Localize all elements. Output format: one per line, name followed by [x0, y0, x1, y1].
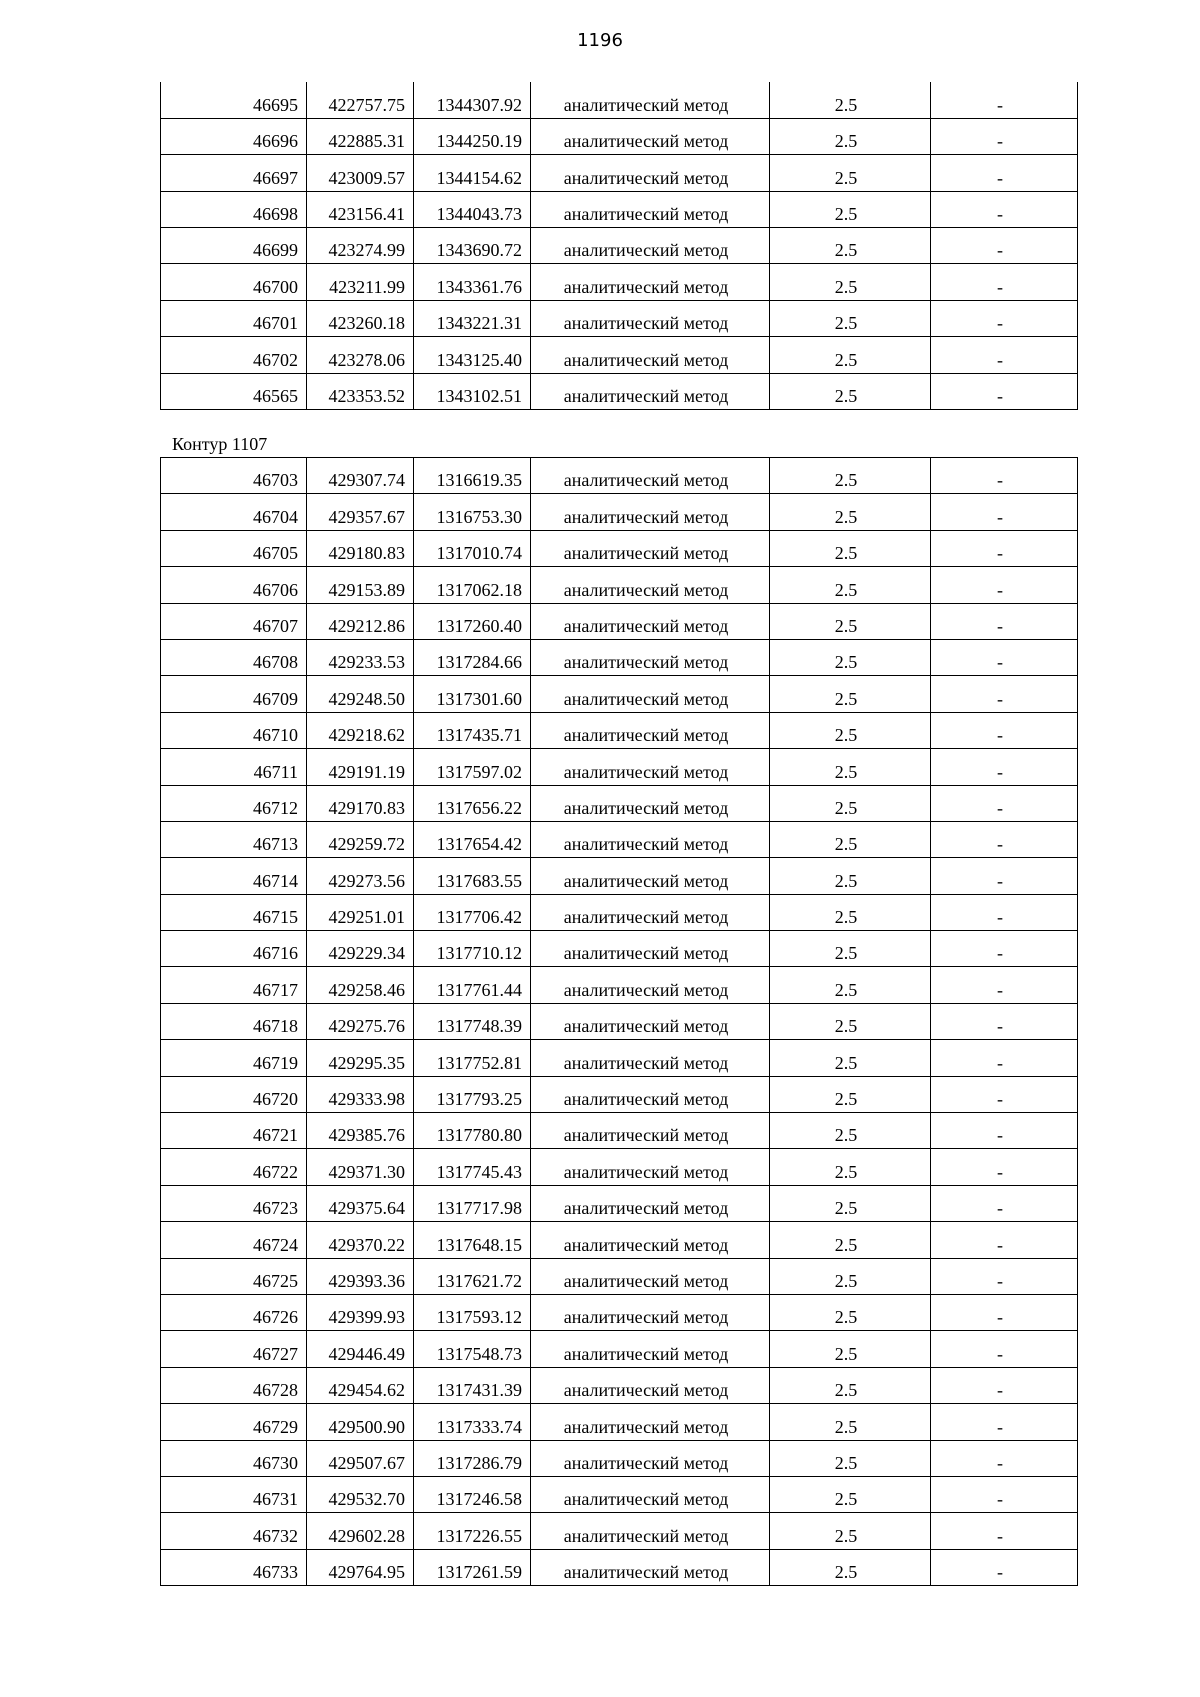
- table-row: [161, 337, 1078, 373]
- cell-note: -: [931, 858, 1078, 894]
- cell-coord-x: 429273.56: [307, 858, 414, 894]
- cell-accuracy: 2.5: [770, 785, 931, 821]
- cell-accuracy: 2.5: [770, 1149, 931, 1185]
- cell-coord-y: 1317761.44: [414, 967, 531, 1003]
- cell-point-number: 46713: [161, 821, 307, 857]
- cell-note: -: [931, 264, 1078, 300]
- cell-accuracy: 2.5: [770, 931, 931, 967]
- cell-coord-y: 1317706.42: [414, 894, 531, 930]
- table-row: [161, 858, 1078, 894]
- cell-coord-y: 1317301.60: [414, 676, 531, 712]
- table-row: [161, 1076, 1078, 1112]
- cell-coord-x: 429275.76: [307, 1003, 414, 1039]
- cell-method: аналитический метод: [531, 494, 770, 530]
- cell-accuracy: 2.5: [770, 1113, 931, 1149]
- cell-coord-x: 429333.98: [307, 1076, 414, 1112]
- cell-accuracy: 2.5: [770, 894, 931, 930]
- table-row: [161, 264, 1078, 300]
- cell-coord-x: 429385.76: [307, 1113, 414, 1149]
- cell-point-number: 46706: [161, 567, 307, 603]
- cell-note: -: [931, 1003, 1078, 1039]
- cell-coord-x: 429371.30: [307, 1149, 414, 1185]
- cell-method: аналитический метод: [531, 1440, 770, 1476]
- cell-coord-y: 1317793.25: [414, 1076, 531, 1112]
- cell-note: -: [931, 1222, 1078, 1258]
- cell-accuracy: 2.5: [770, 967, 931, 1003]
- cell-point-number: 46727: [161, 1331, 307, 1367]
- cell-coord-x: 429251.01: [307, 894, 414, 930]
- cell-method: аналитический метод: [531, 155, 770, 191]
- cell-note: -: [931, 603, 1078, 639]
- cell-note: -: [931, 785, 1078, 821]
- cell-accuracy: 2.5: [770, 1331, 931, 1367]
- table-row: [161, 191, 1078, 227]
- cell-point-number: 46695: [161, 82, 307, 118]
- cell-point-number: 46724: [161, 1222, 307, 1258]
- cell-point-number: 46697: [161, 155, 307, 191]
- table-row: [161, 1404, 1078, 1440]
- cell-coord-x: 429764.95: [307, 1549, 414, 1585]
- table-row: [161, 1113, 1078, 1149]
- cell-coord-y: 1317597.02: [414, 749, 531, 785]
- cell-note: -: [931, 1404, 1078, 1440]
- cell-coord-x: 429307.74: [307, 458, 414, 494]
- cell-coord-y: 1343690.72: [414, 228, 531, 264]
- cell-method: аналитический метод: [531, 676, 770, 712]
- table-row: [161, 1185, 1078, 1221]
- table-row: [161, 1003, 1078, 1039]
- cell-point-number: 46701: [161, 300, 307, 336]
- cell-accuracy: 2.5: [770, 1185, 931, 1221]
- cell-point-number: 46696: [161, 118, 307, 154]
- cell-method: аналитический метод: [531, 567, 770, 603]
- cell-point-number: 46700: [161, 264, 307, 300]
- cell-method: аналитический метод: [531, 228, 770, 264]
- cell-note: -: [931, 967, 1078, 1003]
- cell-point-number: 46703: [161, 458, 307, 494]
- cell-note: -: [931, 1367, 1078, 1403]
- cell-coord-y: 1317260.40: [414, 603, 531, 639]
- cell-coord-y: 1317431.39: [414, 1367, 531, 1403]
- cell-note: -: [931, 1113, 1078, 1149]
- cell-accuracy: 2.5: [770, 530, 931, 566]
- cell-coord-x: 429370.22: [307, 1222, 414, 1258]
- cell-accuracy: 2.5: [770, 155, 931, 191]
- cell-coord-y: 1317780.80: [414, 1113, 531, 1149]
- cell-method: аналитический метод: [531, 82, 770, 118]
- cell-method: аналитический метод: [531, 967, 770, 1003]
- cell-point-number: 46721: [161, 1113, 307, 1149]
- cell-coord-y: 1317062.18: [414, 567, 531, 603]
- cell-point-number: 46699: [161, 228, 307, 264]
- cell-note: -: [931, 458, 1078, 494]
- cell-method: аналитический метод: [531, 1149, 770, 1185]
- cell-note: -: [931, 1185, 1078, 1221]
- cell-note: -: [931, 191, 1078, 227]
- cell-method: аналитический метод: [531, 1040, 770, 1076]
- cell-accuracy: 2.5: [770, 1404, 931, 1440]
- cell-coord-y: 1344043.73: [414, 191, 531, 227]
- coordinates-table-contour-1107: [160, 457, 1078, 1586]
- table-row: [161, 118, 1078, 154]
- cell-accuracy: 2.5: [770, 458, 931, 494]
- cell-note: -: [931, 712, 1078, 748]
- cell-coord-x: 429393.36: [307, 1258, 414, 1294]
- cell-note: -: [931, 1549, 1078, 1585]
- cell-note: -: [931, 118, 1078, 154]
- cell-point-number: 46708: [161, 639, 307, 675]
- cell-accuracy: 2.5: [770, 228, 931, 264]
- table-row: [161, 155, 1078, 191]
- cell-note: -: [931, 228, 1078, 264]
- cell-accuracy: 2.5: [770, 1367, 931, 1403]
- cell-coord-x: 422885.31: [307, 118, 414, 154]
- cell-accuracy: 2.5: [770, 1258, 931, 1294]
- cell-method: аналитический метод: [531, 458, 770, 494]
- cell-coord-y: 1344250.19: [414, 118, 531, 154]
- cell-accuracy: 2.5: [770, 1294, 931, 1330]
- cell-point-number: 46709: [161, 676, 307, 712]
- cell-note: -: [931, 373, 1078, 409]
- cell-point-number: 46725: [161, 1258, 307, 1294]
- cell-point-number: 46718: [161, 1003, 307, 1039]
- cell-accuracy: 2.5: [770, 373, 931, 409]
- cell-accuracy: 2.5: [770, 1513, 931, 1549]
- cell-coord-y: 1317745.43: [414, 1149, 531, 1185]
- cell-coord-x: 429212.86: [307, 603, 414, 639]
- table-row: [161, 82, 1078, 118]
- cell-note: -: [931, 1476, 1078, 1512]
- cell-coord-x: 429218.62: [307, 712, 414, 748]
- cell-point-number: 46732: [161, 1513, 307, 1549]
- cell-coord-y: 1317717.98: [414, 1185, 531, 1221]
- cell-coord-x: 429259.72: [307, 821, 414, 857]
- cell-method: аналитический метод: [531, 1331, 770, 1367]
- cell-note: -: [931, 639, 1078, 675]
- cell-coord-y: 1317748.39: [414, 1003, 531, 1039]
- cell-method: аналитический метод: [531, 858, 770, 894]
- cell-accuracy: 2.5: [770, 1222, 931, 1258]
- cell-coord-y: 1317654.42: [414, 821, 531, 857]
- table-row: [161, 603, 1078, 639]
- cell-coord-x: 429295.35: [307, 1040, 414, 1076]
- cell-coord-y: 1317246.58: [414, 1476, 531, 1512]
- cell-note: -: [931, 1258, 1078, 1294]
- cell-point-number: 46730: [161, 1440, 307, 1476]
- cell-coord-x: 423211.99: [307, 264, 414, 300]
- cell-coord-y: 1344307.92: [414, 82, 531, 118]
- cell-point-number: 46716: [161, 931, 307, 967]
- cell-method: аналитический метод: [531, 1185, 770, 1221]
- cell-point-number: 46707: [161, 603, 307, 639]
- cell-accuracy: 2.5: [770, 639, 931, 675]
- cell-coord-x: 429454.62: [307, 1367, 414, 1403]
- cell-accuracy: 2.5: [770, 118, 931, 154]
- cell-coord-x: 429258.46: [307, 967, 414, 1003]
- cell-coord-y: 1343221.31: [414, 300, 531, 336]
- cell-note: -: [931, 155, 1078, 191]
- cell-coord-x: 429500.90: [307, 1404, 414, 1440]
- cell-accuracy: 2.5: [770, 494, 931, 530]
- cell-coord-x: 429357.67: [307, 494, 414, 530]
- cell-method: аналитический метод: [531, 1513, 770, 1549]
- cell-accuracy: 2.5: [770, 1003, 931, 1039]
- cell-accuracy: 2.5: [770, 1040, 931, 1076]
- cell-coord-y: 1317435.71: [414, 712, 531, 748]
- cell-coord-y: 1317621.72: [414, 1258, 531, 1294]
- cell-point-number: 46565: [161, 373, 307, 409]
- table-row: [161, 639, 1078, 675]
- cell-method: аналитический метод: [531, 785, 770, 821]
- cell-note: -: [931, 567, 1078, 603]
- cell-note: -: [931, 494, 1078, 530]
- cell-method: аналитический метод: [531, 749, 770, 785]
- cell-note: -: [931, 337, 1078, 373]
- cell-note: -: [931, 82, 1078, 118]
- table-row: [161, 1513, 1078, 1549]
- cell-method: аналитический метод: [531, 337, 770, 373]
- table-row: [161, 228, 1078, 264]
- table-row: [161, 300, 1078, 336]
- table-row: [161, 373, 1078, 409]
- cell-coord-x: 429170.83: [307, 785, 414, 821]
- cell-coord-x: 429399.93: [307, 1294, 414, 1330]
- cell-point-number: 46726: [161, 1294, 307, 1330]
- cell-point-number: 46702: [161, 337, 307, 373]
- cell-point-number: 46698: [161, 191, 307, 227]
- table-row: [161, 712, 1078, 748]
- cell-method: аналитический метод: [531, 603, 770, 639]
- cell-accuracy: 2.5: [770, 1076, 931, 1112]
- table-row: [161, 1149, 1078, 1185]
- cell-coord-x: 429602.28: [307, 1513, 414, 1549]
- cell-accuracy: 2.5: [770, 603, 931, 639]
- cell-coord-y: 1317333.74: [414, 1404, 531, 1440]
- cell-coord-x: 429248.50: [307, 676, 414, 712]
- cell-method: аналитический метод: [531, 1003, 770, 1039]
- cell-note: -: [931, 821, 1078, 857]
- table-row: [161, 821, 1078, 857]
- cell-coord-x: 429153.89: [307, 567, 414, 603]
- cell-coord-y: 1343361.76: [414, 264, 531, 300]
- cell-coord-x: 429233.53: [307, 639, 414, 675]
- cell-note: -: [931, 1294, 1078, 1330]
- cell-coord-y: 1316753.30: [414, 494, 531, 530]
- cell-method: аналитический метод: [531, 894, 770, 930]
- cell-method: аналитический метод: [531, 639, 770, 675]
- cell-method: аналитический метод: [531, 264, 770, 300]
- cell-accuracy: 2.5: [770, 300, 931, 336]
- cell-note: -: [931, 749, 1078, 785]
- cell-coord-x: 423009.57: [307, 155, 414, 191]
- cell-method: аналитический метод: [531, 1476, 770, 1512]
- cell-accuracy: 2.5: [770, 1476, 931, 1512]
- cell-note: -: [931, 530, 1078, 566]
- cell-coord-y: 1317286.79: [414, 1440, 531, 1476]
- cell-method: аналитический метод: [531, 1294, 770, 1330]
- cell-accuracy: 2.5: [770, 337, 931, 373]
- cell-accuracy: 2.5: [770, 1549, 931, 1585]
- cell-point-number: 46711: [161, 749, 307, 785]
- table-row: [161, 967, 1078, 1003]
- cell-note: -: [931, 1513, 1078, 1549]
- cell-point-number: 46720: [161, 1076, 307, 1112]
- table-row: [161, 1476, 1078, 1512]
- cell-coord-y: 1317284.66: [414, 639, 531, 675]
- table-row: [161, 1549, 1078, 1585]
- table-row: [161, 894, 1078, 930]
- table-row: [161, 494, 1078, 530]
- coordinates-table-continued: [160, 82, 1078, 410]
- cell-coord-y: 1317010.74: [414, 530, 531, 566]
- cell-accuracy: 2.5: [770, 821, 931, 857]
- cell-coord-y: 1317261.59: [414, 1549, 531, 1585]
- cell-note: -: [931, 894, 1078, 930]
- cell-method: аналитический метод: [531, 1404, 770, 1440]
- table-row: [161, 458, 1078, 494]
- cell-coord-x: 423260.18: [307, 300, 414, 336]
- table-row: [161, 1367, 1078, 1403]
- cell-coord-x: 423353.52: [307, 373, 414, 409]
- cell-coord-x: 423278.06: [307, 337, 414, 373]
- cell-coord-x: 423156.41: [307, 191, 414, 227]
- cell-accuracy: 2.5: [770, 1440, 931, 1476]
- cell-accuracy: 2.5: [770, 676, 931, 712]
- cell-coord-y: 1317548.73: [414, 1331, 531, 1367]
- cell-coord-x: 429507.67: [307, 1440, 414, 1476]
- cell-point-number: 46722: [161, 1149, 307, 1185]
- cell-note: -: [931, 1331, 1078, 1367]
- cell-point-number: 46710: [161, 712, 307, 748]
- cell-coord-y: 1317648.15: [414, 1222, 531, 1258]
- cell-coord-x: 429180.83: [307, 530, 414, 566]
- cell-note: -: [931, 931, 1078, 967]
- cell-accuracy: 2.5: [770, 191, 931, 227]
- cell-method: аналитический метод: [531, 712, 770, 748]
- cell-method: аналитический метод: [531, 530, 770, 566]
- cell-method: аналитический метод: [531, 191, 770, 227]
- table-row: [161, 1258, 1078, 1294]
- cell-coord-y: 1317752.81: [414, 1040, 531, 1076]
- cell-note: -: [931, 1440, 1078, 1476]
- cell-note: -: [931, 300, 1078, 336]
- cell-method: аналитический метод: [531, 1367, 770, 1403]
- table-row: [161, 1294, 1078, 1330]
- cell-accuracy: 2.5: [770, 712, 931, 748]
- cell-coord-y: 1316619.35: [414, 458, 531, 494]
- table-row: [161, 931, 1078, 967]
- cell-accuracy: 2.5: [770, 82, 931, 118]
- cell-coord-y: 1317710.12: [414, 931, 531, 967]
- cell-method: аналитический метод: [531, 1549, 770, 1585]
- cell-point-number: 46712: [161, 785, 307, 821]
- cell-point-number: 46723: [161, 1185, 307, 1221]
- cell-point-number: 46715: [161, 894, 307, 930]
- table-row: [161, 567, 1078, 603]
- cell-coord-y: 1317226.55: [414, 1513, 531, 1549]
- contour-label: Контур 1107: [172, 434, 268, 454]
- table-row: [161, 1222, 1078, 1258]
- page-number: 1196: [577, 30, 623, 51]
- table-row: [161, 785, 1078, 821]
- cell-accuracy: 2.5: [770, 858, 931, 894]
- cell-note: -: [931, 1040, 1078, 1076]
- cell-point-number: 46719: [161, 1040, 307, 1076]
- cell-point-number: 46731: [161, 1476, 307, 1512]
- table-row: [161, 676, 1078, 712]
- cell-method: аналитический метод: [531, 1222, 770, 1258]
- cell-point-number: 46717: [161, 967, 307, 1003]
- cell-method: аналитический метод: [531, 1113, 770, 1149]
- cell-point-number: 46714: [161, 858, 307, 894]
- cell-coord-x: 422757.75: [307, 82, 414, 118]
- cell-point-number: 46704: [161, 494, 307, 530]
- cell-accuracy: 2.5: [770, 567, 931, 603]
- cell-point-number: 46729: [161, 1404, 307, 1440]
- cell-coord-y: 1344154.62: [414, 155, 531, 191]
- cell-coord-x: 429532.70: [307, 1476, 414, 1512]
- table-row: [161, 1331, 1078, 1367]
- cell-coord-x: 423274.99: [307, 228, 414, 264]
- cell-coord-x: 429375.64: [307, 1185, 414, 1221]
- cell-coord-y: 1343102.51: [414, 373, 531, 409]
- cell-method: аналитический метод: [531, 1258, 770, 1294]
- cell-coord-x: 429446.49: [307, 1331, 414, 1367]
- cell-coord-x: 429229.34: [307, 931, 414, 967]
- cell-method: аналитический метод: [531, 373, 770, 409]
- cell-coord-y: 1317683.55: [414, 858, 531, 894]
- cell-coord-y: 1317593.12: [414, 1294, 531, 1330]
- cell-method: аналитический метод: [531, 1076, 770, 1112]
- cell-coord-y: 1343125.40: [414, 337, 531, 373]
- cell-method: аналитический метод: [531, 931, 770, 967]
- cell-method: аналитический метод: [531, 821, 770, 857]
- cell-note: -: [931, 1149, 1078, 1185]
- table-row: [161, 1040, 1078, 1076]
- cell-coord-y: 1317656.22: [414, 785, 531, 821]
- table-row: [161, 530, 1078, 566]
- cell-point-number: 46733: [161, 1549, 307, 1585]
- cell-method: аналитический метод: [531, 118, 770, 154]
- cell-note: -: [931, 1076, 1078, 1112]
- table-row: [161, 1440, 1078, 1476]
- cell-method: аналитический метод: [531, 300, 770, 336]
- cell-accuracy: 2.5: [770, 749, 931, 785]
- cell-accuracy: 2.5: [770, 264, 931, 300]
- cell-note: -: [931, 676, 1078, 712]
- table-row: [161, 749, 1078, 785]
- cell-coord-x: 429191.19: [307, 749, 414, 785]
- cell-point-number: 46728: [161, 1367, 307, 1403]
- cell-point-number: 46705: [161, 530, 307, 566]
